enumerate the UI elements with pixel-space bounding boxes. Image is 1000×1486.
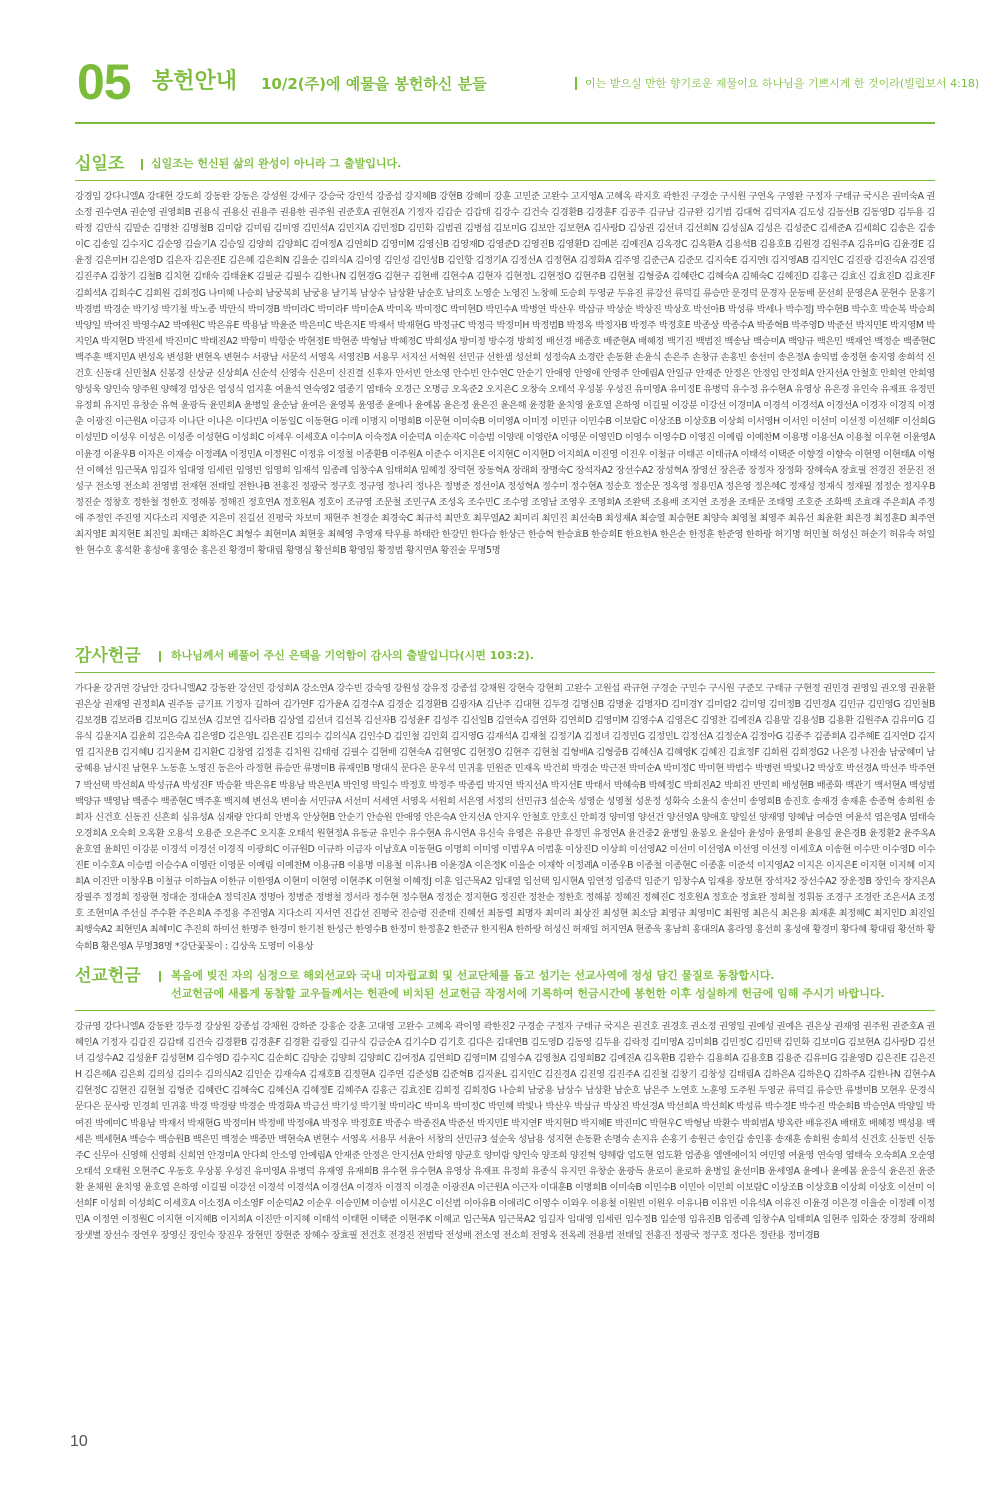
header-divider <box>575 77 577 90</box>
section-subtitle: 하나님께서 베풀어 주신 은택을 기억함이 감사의 출발입니다(시편 103:2). <box>171 649 534 662</box>
section-title: 감사헌금 <box>75 646 141 666</box>
donor-list: 강경임 강다니엘A 강대현 강도희 강동완 강동은 강성원 강세구 강승국 강인석 강종섭 강지혜B 강현B 강혜미 강훈 고민준 고완수 고지영A 고혜옥 곽지호 곽한진 구경순 구시원 구연옥 구영완 구정자 구태규 국시은 권미숙A 권소정 권수연A 권순영 권영희B 권용식 권용신 권용주 권용한 권주원 권준호A 권현진A 기정자 김갑순 김갑태 김강수 김건숙 김경환B 김경훈F 김공주 김규남 김규완 김기범 김대혁 김덕자A 김도성 김동선B 김동영D 김두용 김락정 김만식 김말순 김명찬 김명철B 김미람 김미림 김미영 김민석A 김민지A 김민정D 김민화 김범권 김병섭 김보미G 김보안 김보현A 김사랑D 김상권 김선녀 김선희N 김성실A 김성은 김성준C 김세준A 김세희C 김송은 김송이C 김송일 김수지C 김순영 김슬기A 김승일 김양희 김양희C 김여정A 김연희D 김영미M 김영신B 김영재D 김영준D 김영진B 김영환D 김예본 김예진A 김옥경C 김옥환A 김용석B 김용호B 김원경 김원주A 김유미G 김윤경E 김윤정 김은미H 김은영D 김은자 김은진E 김은혜 김은희N 김을순 김의식A 김이영 김인성 김인성B 김인항 김정기A 김정선A 김정현A 김정화A 김주영 김준근A 김준모 김지숙E 김지연I 김지영AB 김지인C 김진광 김진숙A 김진영 김진주A 김창기 김철B 김치현 김태숙 김태윤K 김필균 김필수 김한나N 김현경G 김현구 김현배 김현수A 김현자 김현정L 김현정O 김현주B 김현철 김형중A 김혜란C 김혜숙A 김혜숙C 김혜진D 김홍근 김효신 김효진D 김효진F 김희석A 김희수C 김희원 김희정G 나미혜 나승희 남궁복희 남궁용 남기복 남상수 남상환 남순호 남의호 노영순 노영진 노창혜 도승희 두영균 두유진 류강선 류덕길 류승만 문경덕 문경자 문동배 문선희 문영은A 문현수 문홍기 박경범 박경순 박기성 박기철 박노종 박만식 박미경B 박미라C 박미라F 박미순A 박미옥 박미정C 박미현D 박민수A 박병연 박산우 박삼규 박상순 박상진 박상호 박선아B 박성류 박세나 박수정J 박수현B 박수호 박순복 박승희 박양일 박여진 박영수A2 박예원C 박은유E 박용남 박윤준 박은미C 박은지E 박재서 박재현G 박정규C 박정극 박정미H 박정범B 박정옥 박정자B 박정주 박정호E 박종상 박종수A 박종혁B 박주영D 박준선 박지민E 박지영M 박지인A 박지현D 박진세 박진미C 박태진A2 박항미 박항순 박현정E 박현종 박형남 박혜정C 박희성A 방미정 방수경 방희정 배선경 배종호 배준현A 배혜정 백기진 백범진 백송남 백승미A 백양규 백은민 백재언 백정순 백종현C 백주훈 백지민A 변성옥 변성환 변현옥 변현수 서광남 서문석 서영옥 서영진B 서용무 서지선 서혁원 선민규 선한샘 성선희 성정숙A 소경란 손동환 손윤식 손은주 손창규 손홍빈 송선미 송은정A 송익범 송정현 송지영 송희석 신건호 신동대 신민철A 신봉경 신상균 신상희A 신순석 신영숙 신은미 신진결 신후자 안서빈 안소영 안수빈 안수연C 안순기 안애영 안영애 안영주 안예림A 안일규 안재준 안정은 안정임 안정희A 안지선A 안철호 안희연 안희영 양성욱 양인숙 양주원 양해경 엄상은 엄성식 엄지훈 여윤석 연숙영2 염종기 염태숙 오경근 오명금 오옥준2 오지은C 오창숙 오태석 우성봉 우성진 유미영A 유미정E 유병덕 유수정 유수현A 유영상 유은경 유인숙 유재표 유정민 유정희 유지민 유창순 유혁 윤광득 윤민희A 윤병일 윤순남 윤여은 윤영복 윤영종 윤예나 윤예봄 윤은정 윤은진 윤은해 윤정환 윤치영 윤호열 은하영 이길필 이강분 이강선 이경미A 이경석 이경석A 이경선A 이경자 이경직 이경춘 이광진 이근원A 이금자 이나단 이나은 이다빈A 이동일C 이동현G 이레 이명지 이명희B 이문현 이미숙B 이미영A 이미정 이민규 이민수B 이보람C 이상조B 이상호B 이상희 이서영H 이서인 이선미 이선정 이선해F 이선희G 이성민D 이성우 이성은 이성종 이성현G 이성희C 이세우 이세호A 이수미A 이숙정A 이순덕A 이순자C 이승범 이양래 이영란A 이영문 이영민D 이영수 이영수D 이영진 이예림 이예찬M 이용명 이용선A 이용철 이우현 이윤영A 이윤경 이윤우B 이자은 이재승 이정례A 이정민A 이정원C 이정유 이정철 이종환B 이주원A 이준수 이지은E 이지현C 이지현D 이지희A 이진영 이진우 이철규 이태곤 이태규A 이태석 이택준 이향경 이향숙 이현영 이현태A 이형선 이혜선 임근묵A 임길자 임대영 임세린 임영빈 임영희 임재석 임종례 임창수A 임태희A 임혜정 장덕현 장동혁A 장래희 장명숙C 장석자A2 장선수A2 장성혁A 장영선 장은종 장정자 장정화 장혜숙A 장효필 전경진 전문진 전성구 전소영 전소희 전영범 전재현 전태일 전한나B 전홍진 정광국 정구호 정규영 정나리 정나은 정병준 정선이A 정성혁A 정수미 정수현A 정순호 정순문 정옥영 정용민A 정은영 정은혜C 정재성 정재식 정재필 정정순 정지우B 정진순 정창호 정한철 정한호 정해봉 정해진 정호연A 정호원A 정호이 조규영 조문철 조민구A 조성옥 조수민C 조수영 조영남 조영우 조영희A 조완택 조용배 조지연 조정윤 조태문 조태영 조호준 조화백 조효래 주은희A 주정애 주정인 주진영 지다소리 지영준 지은미 진길선 진평국 차보미 채현주 천경순 최경숙C 최규석 최만호 최무열A2 최미리 최민진 최선숙B 최성재A 최승열 최승현E 최양숙 최영철 최영주 최유선 최윤환 최은경 최정훈D 최주연 최지영E 최지현E 최진일 최태근 최하은C 최형수 최현미A 최현웅 최혜영 추영재 탁우룡 하태란 한강민 한다슴 한상근 한승혁 한승효B 한승희E 한요한A 한은순 한정훈 한준영 한하랑 허기명 허민철 허성신 허순기 허유숙 허일한 현수호 홍석환 홍성애 홍영순 홍은진 황경미 황대림 황명심 황선희B 황영임 황정범 황지연A 황진술 무명5명 <box>75 191 935 557</box>
donor-list: 가다윤 강귀연 강남안 강다니엘A2 강동완 강선민 강성희A 강소연A 강수빈 강숙영 강원성 강유정 강종섭 강채원 강현숙 강현희 고완수 고원섭 곽규현 구경순 구민수 구시원 구준모 구태규 구현정 권민경 권영일 권오영 권윤환 권은상 권재영 권정희A 권주동 금기표 기정자 길하여 김가연F 김가윤A 김경수A 김경순 김경환B 김광자A 김난주 김대현 김두경 김명신B 김명윤 김명자D 김미경Y 김미람2 김미영 김미정B 김민경A 김민규 김민영G 김민철B 김보경B 김보라B 김보미G 김보선A 김보연 김사라B 김상열 김선녀 김선복 김선자B 김성윤F 김성주 김신일B 김연숙A 김연화 김연희D 김영미M 김영수A 김영은C 김영찬 김예진A 김용말 김용성B 김용환 김원주A 김유미G 김유식 김윤지A 김윤희 김은숙A 김은영D 김은영L 김은진E 김의수 김의식A 김인수D 김인철 김인회 김지영G 김재석A 김재철 김정기A 김정녀 김정민G 김정민L 김정선A 김정순A 김정아G 김종주 김종희A 김주혜E 김지연D 김지엽 김지운B 김지혜U 김지윤M 김지환C 김창엽 김정훈 김치원 김태령 김필수 김현배 김현숙A 김현영C 김현정O 김현주 김현철 김형배A 김형중B 김혜신A 김혜영K 김혜진 김효정F 김희원 김희정G2 나은정 나진솔 남궁혜미 남궁혜용 남시진 남현우 노동훈 노영진 동은아 라정현 류승만 류명미B 류재민B 명대식 문다은 문우석 민귀홍 민원준 민재옥 박건희 박경순 박근전 박미순A 박미정C 박미현 박범수 박병련 박빛나2 박상호 박선경A 박선주 박주연7 박선택 박선희A 박성규A 박성진F 박승환 박은유E 박용남 박은빈A 박인영 박일수 박정호 박정주 박종립 박지연 박지선A 박지선E 박태서 박혜숙B 박혜정C 박희진A2 박희진 반민희 배성현B 배종화 백관기 백서현A 백성범 백양규 백영남 백종수 백종현C 백주훈 백지혜 변선옥 변이솔 서민규A 서선미 서세연 서영옥 서원희 서은영 서정의 선민규3 설순욱 성영순 성영철 성운정 성화숙 소윤식 송선미 송영희B 송진호 송재경 송재훈 송종혁 송희원 송희자 신건호 신동진 신흔희 심유성A 심재량 안다희 안병옥 안상현B 안순기 안승원 안애영 안은숙A 안지선A 안지우 안철호 안호신 안희경 양미영 양선건 양선영A 양애호 양일선 양재영 양혜남 여승연 여윤석 염은영A 염태숙 오경희A 오숙희 오옥환 오용석 오용준 오은주C 오지훈 오태석 원현정A 유동균 유민수 유수현A 유시연A 유신숙 유영은 유용만 유정민 유정연A 윤건중2 윤병일 윤봉오 윤설아 윤성아 윤영희 윤용일 윤은경B 윤정환2 윤주옥A 윤호열 윤희민 이강분 이경석 이경선 이경직 이광희C 이규원D 이규하 이금자 이남호A 이동현G 이명희 이미영 이범우A 이범훈 이상진D 이상희 이선영A2 이선미 이선영A 이선영 이선정 이세호A 이송현 이수만 이수영D 이수진E 이수호A 이승범 이승수A 이영란 이영문 이예림 이예찬M 이용규B 이용명 이용철 이유나B 이윤경A 이은정K 이을순 이재학 이정례A 이종우B 이종철 이종현C 이종훈 이준석 이지영A2 이지은 이지은E 이지현 이지혜 이지희A 이진만 이창우B 이철규 이하늘A 이한규 이한영A 이현미 이현영 이현주K 이현철 이혜정J 이훈 임근묵A2 임대열 임선택 임시현A 임연정 임종덕 임준기 임창수A 임재용 장보현 장석자2 장선수A2 장운정B 장인숙 장지은A 장필주 정경희 정광현 정대순 정대순A 정덕진A 정명아 정병준 정병철 정서라 정수현 정수현A 정정순 정지현G 정진란 정찬순 정한호 정해봉 정혜진 정혜진C 정호원A 정호순 정효완 정희철 정휘동 조경구 조경란 조은서A 조정호 조현미A 주선실 주수환 주은희A 주정용 주진영A 지다소리 지서연 진갑선 진평국 진승령 진준태 진혜선 최동렬 최명자 최미리 최상진 최성현 최소담 최영규 최영미C 최원영 최은식 최은용 최재훈 최정혜C 최지인D 최진일 최행숙A2 최현민A 최혜미C 추진희 하미선 한명주 한경미 한기천 한성근 한영수B 한정미 한정훈2 한준규 한지원A 한하랑 허성신 허재일 허지연A 현종욱 홍남희 홍대의A 홍라영 홍선희 홍성애 황경미 황다혜 황대림 황선하 황숙희B 황은영A 무명38명 *강단꽃꽂이 : 김상욱 도영미 이용상 <box>75 683 935 952</box>
section-tithe <box>75 152 935 559</box>
section-number: 05 <box>77 54 131 110</box>
section-rule <box>75 1010 935 1011</box>
page-theme: 10/2(주)에 예물을 봉헌하신 분들 <box>261 75 487 93</box>
section-mission <box>75 964 935 1244</box>
section-title: 선교헌금 <box>75 966 141 986</box>
section-header <box>75 152 935 178</box>
page-title: 봉헌안내 <box>152 69 238 94</box>
section-thanksgiving <box>75 644 935 955</box>
section-divider <box>159 651 161 662</box>
section-subtitle: 복음에 빚진 자의 심정으로 해외선교와 국내 미자립교회 및 선교단체를 돕고 섬기는 선교사역에 정성 담긴 물질로 동참합시다. <box>171 969 775 982</box>
section-header <box>75 644 935 670</box>
section-header <box>75 964 935 1008</box>
section-subtitle-2: 선교헌금에 새롭게 동참할 교우들께서는 헌관에 비치된 선교헌금 작정서에 기록하여 헌금시간에 봉헌한 이후 성실하게 헌금에 임해 주시기 바랍니다. <box>171 987 885 1000</box>
header-verse: 이는 받으실 만한 향기로운 제물이요 하나님을 기쁘시게 한 것이라(빌립보서 4:18) <box>585 77 980 90</box>
section-rule <box>75 180 935 181</box>
page-number: 10 <box>70 1433 88 1450</box>
donor-list: 강규영 강다니엘A 강동완 강두경 강상원 강종섭 강채원 강하준 강홍순 강훈 고대영 고완수 고혜옥 곽이영 곽한진2 구경순 구정자 구태규 국지은 권건호 권경호 권소정 권영일 권예성 권예은 권은상 권재영 권주원 권준호A 권혜인A 기정자 김갑진 김갑태 김건숙 김경환B 김경훈F 김경환 김광일 김규식 김금순A 김기수D 김기호 김다은 김대연B 김도영D 김동영 김두용 김락정 김미영A 김미희B 김민정C 김민택 김민화 김보미G 김보현A 김사랑D 김선녀 김성수A2 김성윤F 김성현M 김수영D 김수지C 김순희C 김양순 김양희 김양희C 김여정A 김연희D 김영미M 김영수A 김영철A 김영희B2 김예진A 김옥환B 김완수 김용희A 김용호B 김용준 김유미G 김윤영D 김은진E 김은진H 김은혜A 김은희 김의성 김의수 김의식A2 김인순 김재숙A 김재호B 김정현A 김주연 김준성B 김준혁B 김지윤L 김지인C 김진경A 김진영 김진주A 김진철 김창기 김창성 김태림A 김하은A 김하은Q 김하주A 김한나N 김현수A 김현정C 김현진 김현철 김형준 김혜란C 김혜숙C 김혜신A 김혜정E 김혜주A 김홍근 김효진E 김희정 김희정G 나승희 남궁용 남상수 남상환 남순호 남은주 노연호 노훈영 도주원 두영균 류덕길 류승만 류병미B 모현우 문경식 문다은 문사랑 민경희 민귀홍 박경 박경량 박경순 박경화A 박금선 박기성 박기철 박미라C 박미옥 박미정C 박민혜 박빛나 박산우 박삼규 박상진 박선경A 박선희A 박선희K 박성류 박수경E 박수진 박순희B 박승연A 박양일 박여진 박예미C 박용남 박재서 박재현G 박정미H 박정배 박정애A 박정우 박정호E 박종수 박종진A 박준선 박지민E 박지연F 박지현D 박지혜E 박진미C 박현우C 박형남 박환수 박희범A 방옥란 배유진A 배태호 배혜정 백성용 백세은 백세현A 백승수 백승원B 백은민 백정순 백종만 백현숙A 변현수 서영옥 서용무 서윤아 서창의 선민규3 설순욱 성남용 성지현 손동환 손명숙 손지유 손홍기 송원근 송인갑 송인홍 송재훈 송희원 송희석 신건호 신동빈 신동주C 신무아 신영해 신영희 신희연 안경미A 안다희 안소영 안예림A 안재준 안정은 안지선A 안희영 양균호 양미람 양인숙 양조희 양진혁 양해람 엄도현 엄도환 엄종용 엠엔에이치 여민영 여윤영 연숙영 염태숙 오숙희A 오순영 오태석 오태원 오현주C 우동호 우상봉 우성진 유미영A 유병덕 유재영 유재희B 유수현 유수현A 유영상 유재표 유정희 유종식 유지민 유창순 윤광득 윤로이 윤로하 윤병일 윤선미B 윤세영A 윤예나 윤예봄 윤응식 윤은진 윤준환 윤채원 윤치영 윤호열 은하영 이길필 이강선 이경석 이경석A 이경선A 이경자 이경직 이경춘 이광진A 이근원A 이근자 이대훈B 이명희B 이미숙B 이민수B 이민아 이민희 이보람C 이상조B 이상호B 이상희 이상호 이선미 이선희F 이성희 이성희C 이세호A 이소정A 이소영F 이순덕A2 이순우 이승민M 이승범 이시온C 이신범 이아유B 이애리C 이영수 이와우 이용철 이원빈 이원우 이유나B 이유빈 이유석A 이유진 이윤경 이은경 이을순 이정례 이정민A 이정연 이정원C 이지현 이지혜B 이지희A 이진만 이지혜 이태석 이태현 이택준 이현주K 이혜교 임근묵A 임근묵A2 임길자 임대영 임세린 임수정B 임순영 임유진B 임종례 임창수A 임태희A 임현주 임화순 장경희 장래희 장샛별 장선수 장연우 장영신 장인숙 장진우 장현민 장현준 장혜수 장효필 전건호 전경진 전범탁 전성배 전소영 전소희 전영옥 전옥례 전용범 전태일 전홍진 정광국 정구호 정다은 정란용 정미경B <box>75 1021 935 1242</box>
section-divider <box>141 159 143 170</box>
section-subtitle: 십일조는 헌신된 삶의 완성이 아니라 그 출발입니다. <box>151 157 402 170</box>
section-rule <box>75 672 935 673</box>
page-header <box>75 52 980 124</box>
section-divider <box>159 971 161 982</box>
section-title: 십일조 <box>75 154 125 174</box>
